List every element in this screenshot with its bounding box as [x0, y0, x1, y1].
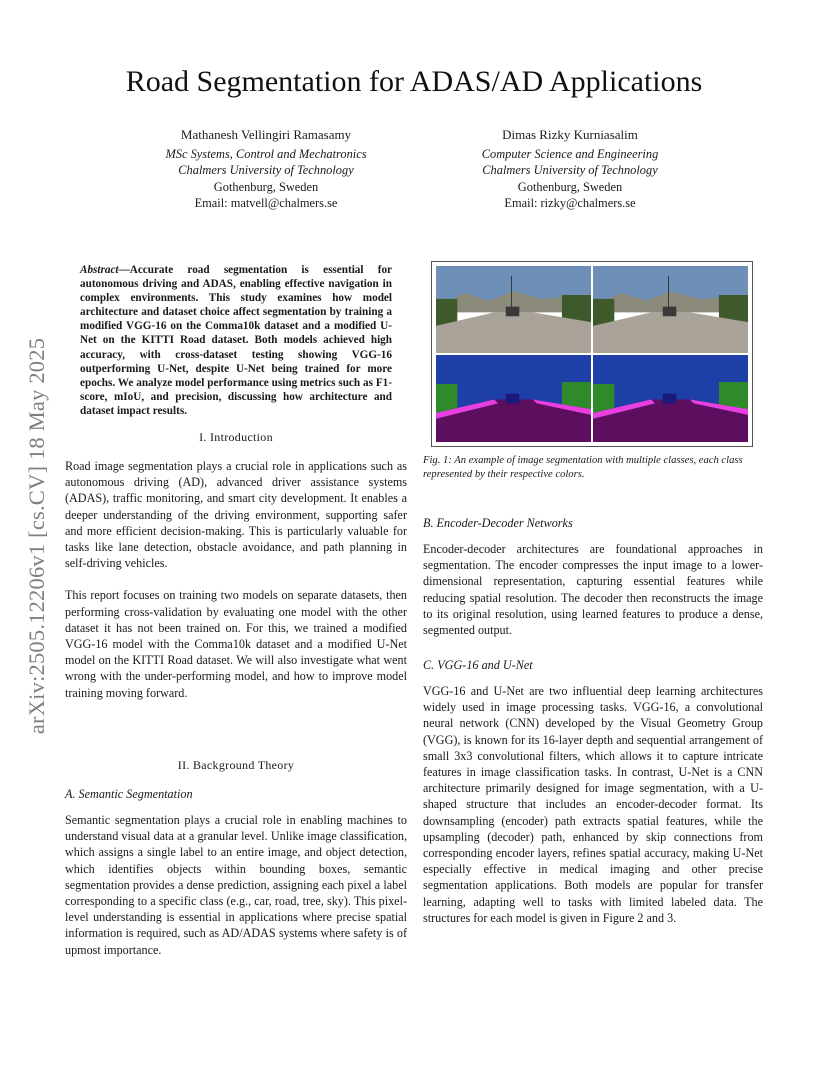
- subsection-heading-encoder-decoder: B. Encoder-Decoder Networks: [423, 516, 573, 530]
- road-photo-left: [436, 266, 591, 353]
- abstract: [80, 263, 392, 418]
- section-heading-background: II. Background Theory: [177, 758, 295, 772]
- paragraph: This report focuses on training two models on separate datasets, then performing cross-validation by evaluating one model with the other dataset it has not been trained on. For this, we trained a modified VGG-16 model with the Comma10k dataset and a modified U-Net model on the KITTI Road dataset. We will also investigate what went wrong with the under-performing model, and how to improve model training moving forward.: [65, 588, 407, 700]
- subsection-heading-semantic-segmentation: A. Semantic Segmentation: [65, 787, 193, 801]
- abstract-label: Abstract: [80, 264, 119, 276]
- paragraph: VGG-16 and U-Net are two influential deep learning architectures widely used in image processing tasks. VGG-16, a convolutional neural network (CNN) developed by the Visual Geometry Group (VGG), is known for its 16-layer depth and sequential arrangement of small 3x3 convolutional filters, which allows it to capture intricate features in image classification tasks. In contrast, U-Net is a CNN architecture primarily designed for image segmentation, with a U-shaped structure that includes an encoder-decoder format. Its downsampling (encoder) path extracts spatial features, while the upsampling (decoder) path, enhanced by skip connections from corresponding encoder layers, refines spatial accuracy, making U-Net especially effective in medical imaging and other precise segmentation applications. Both models are popular for transfer learning, adapting well to tasks with limited labeled data. The structures for each model is given in Figure 2 and 3.: [423, 684, 763, 925]
- introduction-body: [65, 458, 407, 701]
- author-institution: Chalmers University of Technology: [482, 163, 658, 177]
- paragraph: Road image segmentation plays a crucial role in applications such as autonomous driving (AD), advanced driver assistance systems (ADAS), traffic monitoring, and smart city development. It enables a deeper understanding of the driving environment, supporting safer and more efficient decision-making. This is particularly valuable for tasks like lane detection, obstacle avoidance, and path planning in self-driving vehicles.: [65, 459, 407, 571]
- author-block-1: [116, 127, 416, 212]
- arxiv-identifier: arXiv:2505.12206v1 [cs.CV] 18 May 2025: [24, 337, 49, 735]
- encoder-decoder-body: [423, 541, 763, 638]
- abstract-text: —Accurate road segmentation is essential for autonomous driving and ADAS, enabling effective navigation in complex environments. This study examines how model architecture and dataset choice affect segmentation by training a modified VGG-16 on the Comma10k dataset and a modified U-Net on the KITTI Road dataset. Both models achieved high accuracy, with cross-dataset testing showing VGG-16 outperforming U-Net, despite U-Net being trained for more epochs. We analyze model performance using metrics such as F1-score, mIoU, and precision, discussing how architecture and dataset impact results.: [80, 264, 392, 417]
- vgg16-unet-body: [423, 683, 763, 926]
- author-affiliation: MSc Systems, Control and Mechatronics: [165, 146, 367, 161]
- author-name: Mathanesh Vellingiri Ramasamy: [180, 127, 352, 142]
- paragraph: Encoder-decoder architectures are foundational approaches in segmentation. The encoder compresses the input image to a lower-dimensional representation, capturing essential features while reducing spatial resolution. The decoder then reconstructs the image to its original resolution, using learned features to produce a dense, segmented output.: [423, 542, 763, 638]
- author-location: Gothenburg, Sweden: [517, 179, 623, 194]
- figure-1: [431, 261, 753, 447]
- road-photo-right: [593, 266, 748, 353]
- author-location: Gothenburg, Sweden: [213, 179, 319, 194]
- author-block-2: [420, 127, 720, 212]
- figure-1-caption: Fig. 1: An example of image segmentation with multiple classes, each class represented by their respective colors.: [423, 455, 743, 480]
- paragraph: Semantic segmentation plays a crucial role in enabling machines to understand visual data at a granular level. Unlike image classification, which assigns a single label to an entire image, and object detection, which identifies objects within bounding boxes, semantic segmentation provides a dense prediction, assigning each pixel a label corresponding to a specific class (e.g., car, road, tree, sky). This pixel-level understanding is essential in applications where precise spatial information is required, such as AD/ADAS systems where safety is of upmost importance.: [65, 813, 407, 957]
- author-email: Email: matvell@chalmers.se: [194, 196, 338, 210]
- author-email: Email: rizky@chalmers.se: [504, 196, 636, 210]
- paper-title: Road Segmentation for ADAS/AD Applications: [125, 65, 703, 98]
- author-name: Dimas Rizky Kurniasalim: [502, 127, 638, 142]
- author-affiliation: Computer Science and Engineering: [481, 146, 659, 161]
- section-heading-introduction: I. Introduction: [199, 430, 273, 444]
- segmentation-mask-left: [436, 355, 591, 442]
- semantic-segmentation-body: [65, 812, 407, 958]
- subsection-heading-vgg16-unet: C. VGG-16 and U-Net: [423, 658, 533, 672]
- author-institution: Chalmers University of Technology: [178, 163, 354, 177]
- segmentation-mask-right: [593, 355, 748, 442]
